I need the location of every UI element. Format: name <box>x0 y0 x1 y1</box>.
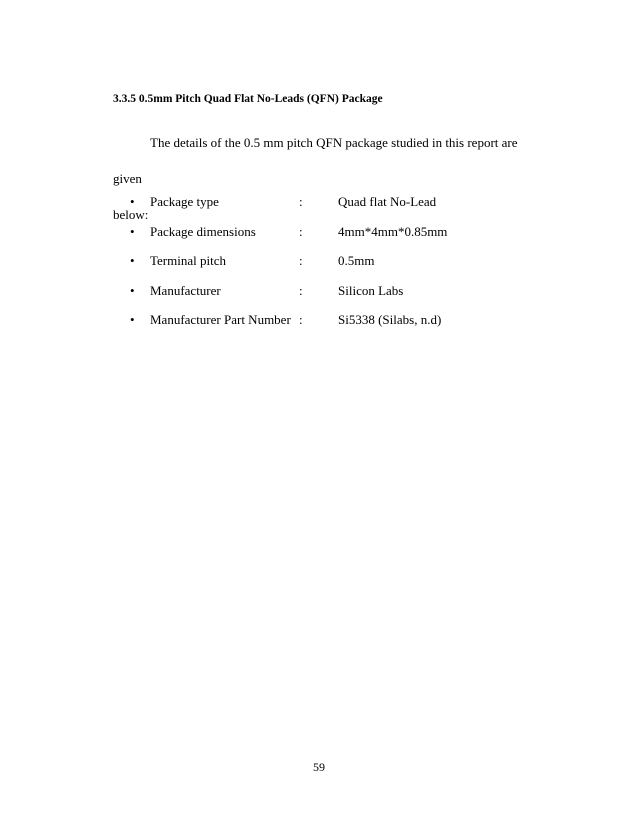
spec-label: Manufacturer <box>150 282 221 298</box>
spec-label: Terminal pitch <box>150 253 226 268</box>
spec-colon: : <box>299 282 303 298</box>
spec-item-package-type <box>0 194 638 224</box>
spec-item-manufacturer-part-number <box>0 312 638 342</box>
spec-label: Manufacturer Part Number <box>150 312 291 327</box>
bullet-icon: • <box>130 282 135 298</box>
spec-item-manufacturer <box>0 283 638 313</box>
spec-label: Package dimensions <box>150 223 256 239</box>
bullet-icon: • <box>130 194 135 209</box>
spec-colon: : <box>299 253 303 268</box>
package-spec-list <box>0 194 638 342</box>
spec-value: 0.5mm <box>338 253 375 268</box>
spec-colon: : <box>299 312 303 327</box>
paragraph-line-1: The details of the 0.5 mm pitch QFN package studied in this report are given <box>113 135 518 186</box>
section-heading: 3.3.5 0.5mm Pitch Quad Flat No-Leads (QFN) Package <box>113 93 383 105</box>
spec-label: Package type <box>150 194 219 209</box>
spec-item-package-dimensions <box>0 224 638 254</box>
spec-value: Si5338 (Silabs, n.d) <box>338 312 442 327</box>
spec-value: 4mm*4mm*0.85mm <box>338 223 448 239</box>
paragraph-line-2: below: <box>113 207 149 222</box>
spec-value: Silicon Labs <box>338 282 404 298</box>
bullet-icon: • <box>130 223 135 239</box>
spec-value: Quad flat No-Lead <box>338 194 437 209</box>
page-number: 59 <box>313 760 325 774</box>
spec-colon: : <box>299 223 303 239</box>
spec-item-terminal-pitch <box>0 253 638 283</box>
spec-colon: : <box>299 194 303 209</box>
bullet-icon: • <box>130 253 135 268</box>
bullet-icon: • <box>130 312 135 327</box>
